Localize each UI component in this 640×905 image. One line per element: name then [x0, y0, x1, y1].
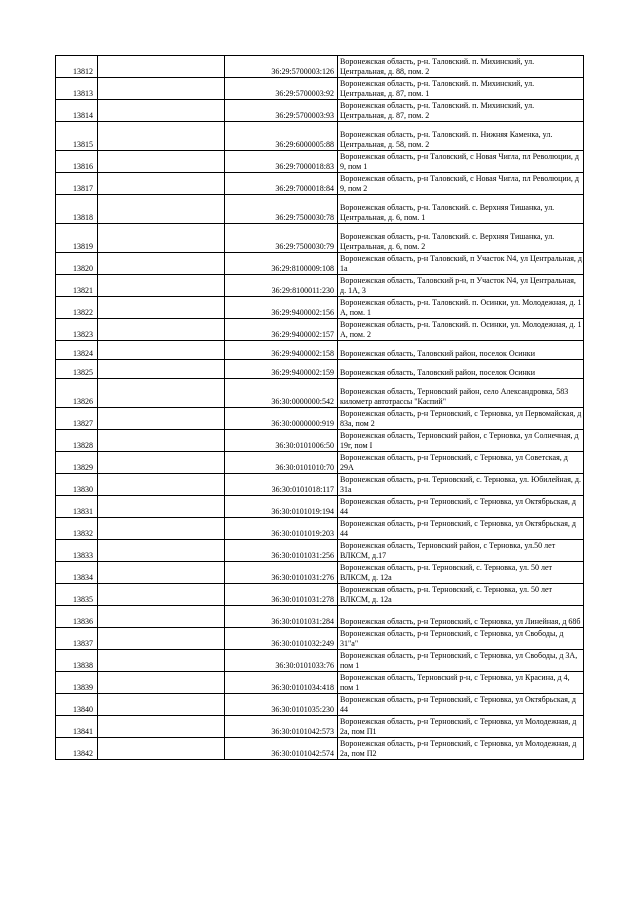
cadastral-number-cell: 36:30:0101031:278 [225, 584, 338, 606]
cadastral-number-cell: 36:29:8100009:108 [225, 253, 338, 275]
table-row [56, 56, 584, 78]
table-row [56, 606, 584, 628]
address-cell: Воронежская область, Таловский район, поселок Осинки [338, 360, 584, 379]
cadastral-number-cell: 36:30:0101033:76 [225, 650, 338, 672]
cadastral-number-cell: 36:30:0000000:919 [225, 408, 338, 430]
registry-table [55, 55, 584, 760]
address-cell: Воронежская область, Терновский район, село Александровка, 583 километр автотрассы "Каспий" [338, 379, 584, 408]
address-cell: Воронежская область, р-н. Таловский. с. Верхняя Тишанка, ул. Центральная, д. 6, пом. 2 [338, 224, 584, 253]
row-number-cell: 13829 [56, 452, 98, 474]
row-number-cell: 13837 [56, 628, 98, 650]
cadastral-number-cell: 36:30:0101031:256 [225, 540, 338, 562]
address-cell: Воронежская область, р-н Терновский, с Терновка, ул Молодежная, д 2а, пом П1 [338, 716, 584, 738]
address-cell: Воронежская область, Таловский район, поселок Осинки [338, 341, 584, 360]
empty-cell [98, 360, 225, 379]
empty-cell [98, 408, 225, 430]
cadastral-number-cell: 36:30:0101031:284 [225, 606, 338, 628]
row-number-cell: 13817 [56, 173, 98, 195]
address-cell: Воронежская область, Терновский район, с Терновка, ул Солнечная, д 19г, пом I [338, 430, 584, 452]
table-row [56, 341, 584, 360]
empty-cell [98, 195, 225, 224]
table-row [56, 253, 584, 275]
empty-cell [98, 319, 225, 341]
address-cell: Воронежская область, р-н. Таловский. п. Нижняя Каменка, ул. Центральная, д. 58, пом. 2 [338, 122, 584, 151]
row-number-cell: 13831 [56, 496, 98, 518]
cadastral-number-cell: 36:29:7000018:84 [225, 173, 338, 195]
address-cell: Воронежская область, р-н Терновский, с Терновка, ул Свободы, д 3А, пом 1 [338, 650, 584, 672]
row-number-cell: 13838 [56, 650, 98, 672]
empty-cell [98, 672, 225, 694]
address-cell: Воронежская область, р-н Таловский, с Новая Чигла, пл Революции, д 9, пом 1 [338, 151, 584, 173]
row-number-cell: 13836 [56, 606, 98, 628]
address-cell: Воронежская область, р-н Таловский, п Участок N4, ул Центральная, д 1а [338, 253, 584, 275]
table-row [56, 540, 584, 562]
cadastral-number-cell: 36:29:7500030:78 [225, 195, 338, 224]
address-cell: Воронежская область, Таловский р-н, п Участок N4, ул Центральная, д. 1А, 3 [338, 275, 584, 297]
address-cell: Воронежская область, р-н Терновский, с Терновка, ул Свободы, д 31"а" [338, 628, 584, 650]
empty-cell [98, 78, 225, 100]
empty-cell [98, 122, 225, 151]
address-cell: Воронежская область, Терновский р-н, с Терновка, ул Красина, д 4, пом 1 [338, 672, 584, 694]
empty-cell [98, 716, 225, 738]
row-number-cell: 13824 [56, 341, 98, 360]
empty-cell [98, 173, 225, 195]
table-row [56, 716, 584, 738]
row-number-cell: 13825 [56, 360, 98, 379]
cadastral-number-cell: 36:30:0101032:249 [225, 628, 338, 650]
empty-cell [98, 584, 225, 606]
row-number-cell: 13842 [56, 738, 98, 760]
table-row [56, 518, 584, 540]
row-number-cell: 13819 [56, 224, 98, 253]
cadastral-number-cell: 36:30:0000000:542 [225, 379, 338, 408]
cadastral-number-cell: 36:29:9400002:159 [225, 360, 338, 379]
empty-cell [98, 540, 225, 562]
address-cell: Воронежская область, р-н Терновский, с Терновка, ул Октябрьская, д 44 [338, 518, 584, 540]
table-row [56, 100, 584, 122]
table-row [56, 151, 584, 173]
table-row [56, 650, 584, 672]
cadastral-number-cell: 36:30:0101034:418 [225, 672, 338, 694]
table-row [56, 738, 584, 760]
address-cell: Воронежская область, р-н. Терновский, с. Терновка, ул. 50 лет ВЛКСМ, д. 12а [338, 562, 584, 584]
empty-cell [98, 275, 225, 297]
row-number-cell: 13820 [56, 253, 98, 275]
cadastral-number-cell: 36:30:0101031:276 [225, 562, 338, 584]
row-number-cell: 13823 [56, 319, 98, 341]
table-row [56, 275, 584, 297]
empty-cell [98, 297, 225, 319]
table-row [56, 195, 584, 224]
empty-cell [98, 151, 225, 173]
address-cell: Воронежская область, р-н. Терновский, с. Терновка, ул. Юбилейная, д. 31а [338, 474, 584, 496]
cadastral-number-cell: 36:30:0101006:50 [225, 430, 338, 452]
empty-cell [98, 253, 225, 275]
address-cell: Воронежская область, р-н Терновский, с Терновка, ул Октябрьская, д 44 [338, 496, 584, 518]
row-number-cell: 13830 [56, 474, 98, 496]
address-cell: Воронежская область, р-н Терновский, с Терновка, ул Первомайская, д 83а, пом 2 [338, 408, 584, 430]
cadastral-number-cell: 36:30:0101018:117 [225, 474, 338, 496]
table-row [56, 562, 584, 584]
empty-cell [98, 694, 225, 716]
address-cell: Воронежская область, р-н. Таловский. п. Михинский, ул. Центральная, д. 87, пом. 1 [338, 78, 584, 100]
row-number-cell: 13813 [56, 78, 98, 100]
row-number-cell: 13833 [56, 540, 98, 562]
cadastral-number-cell: 36:30:0101042:573 [225, 716, 338, 738]
empty-cell [98, 56, 225, 78]
table-row [56, 319, 584, 341]
cadastral-number-cell: 36:29:5700003:92 [225, 78, 338, 100]
empty-cell [98, 650, 225, 672]
table-row [56, 694, 584, 716]
table-row [56, 584, 584, 606]
row-number-cell: 13841 [56, 716, 98, 738]
table-body [56, 56, 584, 760]
cadastral-number-cell: 36:29:9400002:158 [225, 341, 338, 360]
table-row [56, 408, 584, 430]
cadastral-number-cell: 36:29:6000005:88 [225, 122, 338, 151]
row-number-cell: 13814 [56, 100, 98, 122]
row-number-cell: 13822 [56, 297, 98, 319]
cadastral-number-cell: 36:30:0101019:194 [225, 496, 338, 518]
empty-cell [98, 452, 225, 474]
table-row [56, 122, 584, 151]
row-number-cell: 13827 [56, 408, 98, 430]
cadastral-number-cell: 36:29:5700003:93 [225, 100, 338, 122]
table-row [56, 452, 584, 474]
table-row [56, 628, 584, 650]
row-number-cell: 13826 [56, 379, 98, 408]
address-cell: Воронежская область, р-н. Таловский. п. Михинский, ул. Центральная, д. 87, пом. 2 [338, 100, 584, 122]
cadastral-number-cell: 36:29:5700003:126 [225, 56, 338, 78]
table-row [56, 297, 584, 319]
address-cell: Воронежская область, р-н Терновский, с Терновка, ул Советская, д 29А [338, 452, 584, 474]
table-row [56, 672, 584, 694]
empty-cell [98, 496, 225, 518]
cadastral-number-cell: 36:29:9400002:156 [225, 297, 338, 319]
row-number-cell: 13815 [56, 122, 98, 151]
cadastral-number-cell: 36:30:0101019:203 [225, 518, 338, 540]
table-row [56, 360, 584, 379]
empty-cell [98, 100, 225, 122]
row-number-cell: 13828 [56, 430, 98, 452]
row-number-cell: 13832 [56, 518, 98, 540]
address-cell: Воронежская область, р-н Терновский, с Терновка, ул Молодежная, д 2а, пом П2 [338, 738, 584, 760]
row-number-cell: 13840 [56, 694, 98, 716]
empty-cell [98, 628, 225, 650]
address-cell: Воронежская область, р-н. Таловский. п. Осинки, ул. Молодежная, д. 1 А, пом. 1 [338, 297, 584, 319]
cadastral-number-cell: 36:30:0101042:574 [225, 738, 338, 760]
table-row [56, 173, 584, 195]
table-row [56, 430, 584, 452]
cadastral-number-cell: 36:29:7500030:79 [225, 224, 338, 253]
row-number-cell: 13834 [56, 562, 98, 584]
address-cell: Воронежская область, р-н. Таловский. п. Михинский, ул. Центральная, д. 88, пом. 2 [338, 56, 584, 78]
address-cell: Воронежская область, р-н. Таловский. п. Осинки, ул. Молодежная, д. 1 А, пом. 2 [338, 319, 584, 341]
table-row [56, 224, 584, 253]
empty-cell [98, 474, 225, 496]
address-cell: Воронежская область, р-н Таловский, с Новая Чигла, пл Революции, д 9, пом 2 [338, 173, 584, 195]
empty-cell [98, 341, 225, 360]
empty-cell [98, 379, 225, 408]
row-number-cell: 13839 [56, 672, 98, 694]
address-cell: Воронежская область, р-н Терновский, с Терновка, ул Октябрьская, д 44 [338, 694, 584, 716]
row-number-cell: 13818 [56, 195, 98, 224]
address-cell: Воронежская область, р-н Терновский, с Терновка, ул Линейная, д 68б [338, 606, 584, 628]
address-cell: Воронежская область, р-н. Терновский, с. Терновка, ул. 50 лет ВЛКСМ, д. 12а [338, 584, 584, 606]
row-number-cell: 13835 [56, 584, 98, 606]
cadastral-number-cell: 36:30:0101035:230 [225, 694, 338, 716]
table-row [56, 474, 584, 496]
row-number-cell: 13816 [56, 151, 98, 173]
cadastral-number-cell: 36:29:7000018:83 [225, 151, 338, 173]
address-cell: Воронежская область, Терновский район, с Терновка, ул.50 лет ВЛКСМ, д.17 [338, 540, 584, 562]
empty-cell [98, 562, 225, 584]
empty-cell [98, 430, 225, 452]
empty-cell [98, 518, 225, 540]
cadastral-number-cell: 36:29:9400002:157 [225, 319, 338, 341]
empty-cell [98, 224, 225, 253]
row-number-cell: 13821 [56, 275, 98, 297]
empty-cell [98, 738, 225, 760]
table-row [56, 379, 584, 408]
table-row [56, 78, 584, 100]
empty-cell [98, 606, 225, 628]
table-row [56, 496, 584, 518]
cadastral-number-cell: 36:30:0101010:70 [225, 452, 338, 474]
row-number-cell: 13812 [56, 56, 98, 78]
address-cell: Воронежская область, р-н. Таловский. с. Верхняя Тишанка, ул. Центральная, д. 6, пом. 1 [338, 195, 584, 224]
cadastral-number-cell: 36:29:8100011:230 [225, 275, 338, 297]
